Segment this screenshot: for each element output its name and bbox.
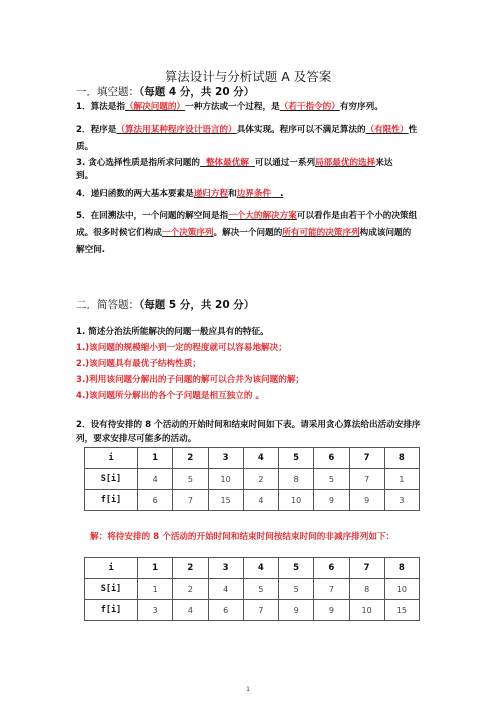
table-cell: 10 (384, 579, 419, 600)
q5-text-c: 成。很多时候它们构成 (76, 228, 162, 238)
table-cell: 9 (279, 600, 314, 621)
table-cell: 8 (349, 579, 384, 600)
page-title: 算法设计与分析试题 A 及答案 (164, 69, 332, 84)
q4-text-b: 和 (228, 189, 237, 199)
s2-q1-answer-1: 1.)该问题的规模缩小到一定的程度就可以容易地解决； (76, 343, 287, 353)
q3-text-c: 来达 (375, 158, 393, 168)
table-cell: 3 (384, 490, 419, 511)
q2-line-1 (76, 124, 417, 136)
q1-answer-1: （解决问题的） (124, 102, 186, 112)
table-cell: 7 (349, 469, 384, 490)
activity-table (84, 447, 420, 511)
table-cell: 5 (279, 579, 314, 600)
q1-text-a: 1．算法是指 (76, 102, 125, 112)
table-header-cell: 4 (243, 448, 278, 469)
table-cell: 5 (243, 579, 278, 600)
table-cell: 15 (384, 600, 419, 621)
q3-text-a: 3. 贪心选择性质是指所求问题的 (76, 158, 200, 168)
section2-note: （每题 5 分，共 20 分） (139, 299, 255, 311)
q5-text-e: 构成该问题的 (359, 228, 412, 238)
table-cell: 4 (243, 490, 278, 511)
q2-answer-2: （有限性） (365, 125, 409, 135)
q1-text-c: 有穷序列。 (339, 102, 383, 112)
q1-line (76, 101, 383, 113)
table-cell: 4 (173, 600, 208, 621)
q4-answer-2: 边界条件 (236, 189, 272, 199)
q5-line-3: 解空间. (76, 245, 106, 255)
table-cell: 1 (384, 469, 419, 490)
table-row (85, 579, 420, 600)
table-header-cell: 8 (384, 448, 419, 469)
q2-text-b: 具体实现。程序可以不满足算法的 (236, 125, 366, 135)
q5-answer-2: 一个决策序列 (161, 228, 214, 238)
q3-line-1 (76, 157, 392, 169)
table-header-cell: 6 (314, 448, 349, 469)
table-cell: 10 (279, 490, 314, 511)
q4-line (76, 188, 283, 200)
table-header-cell: 7 (349, 558, 384, 579)
s2-q1-answer-3: 3.)利用该问题分解出的子问题的解可以合并为该问题的解； (76, 375, 305, 385)
section1-note: （每题 4 分，共 20 分） (139, 86, 255, 98)
table-cell: 7 (243, 600, 278, 621)
page-number: 1 (246, 686, 250, 693)
q5-text-a: 5．在回溯法中，一个问题的解空间是指 (76, 211, 229, 221)
row-label: S[i] (85, 469, 138, 490)
table-header-cell: i (85, 448, 138, 469)
q3-text-b: 可以通过一系列 (254, 158, 316, 168)
sorted-activity-table (84, 557, 420, 621)
table-cell: 1 (138, 579, 173, 600)
q5-line-2 (76, 227, 411, 239)
row-label: S[i] (85, 579, 138, 600)
q5-text-b: 可以看作是由若干个小的决策组 (296, 211, 418, 221)
section1-heading (76, 84, 254, 99)
q5-answer-3: 所有可能的决策序列 (282, 228, 360, 238)
s2-q2-title-line-2: 列，要求安排尽可能多的活动。 (76, 434, 197, 444)
s2-q1-answer-4: 4.)该问题所分解出的各个子问题是相互独立的 。 (76, 391, 265, 401)
s2-q1-answer-2: 2.)该问题具有最优子结构性质； (76, 359, 201, 369)
table-row (85, 469, 420, 490)
q3-line-2: 到。 (76, 171, 94, 181)
table-header-cell: 6 (314, 558, 349, 579)
table-header-cell: 8 (384, 558, 419, 579)
section1-label: 一．填空题： (76, 86, 139, 98)
table-cell: 7 (314, 579, 349, 600)
q5-text-d: 。解决一个问题的 (213, 228, 283, 238)
activity-table-header-row (85, 448, 420, 469)
q2-text-a: 2．程序是 (76, 125, 117, 135)
table-cell: 15 (208, 490, 243, 511)
table-header-cell: 1 (138, 558, 173, 579)
section2-label: 二．简答题： (76, 299, 139, 311)
table-header-cell: 2 (173, 448, 208, 469)
q1-answer-2: （若干指令的） (279, 102, 340, 112)
table-header-cell: i (85, 558, 138, 579)
sorted-table-header-row (85, 558, 420, 579)
table-cell: 9 (314, 600, 349, 621)
table-cell: 10 (208, 469, 243, 490)
table-header-cell: 3 (208, 448, 243, 469)
q4-text-c: . (271, 189, 284, 199)
table-header-cell: 1 (138, 448, 173, 469)
table-header-cell: 5 (279, 558, 314, 579)
table-header-cell: 3 (208, 558, 243, 579)
table-cell: 6 (138, 490, 173, 511)
table-cell: 2 (243, 469, 278, 490)
table-cell: 6 (208, 600, 243, 621)
table-cell: 7 (173, 490, 208, 511)
table-cell: 4 (138, 469, 173, 490)
table-cell: 2 (173, 579, 208, 600)
table-cell: 5 (314, 469, 349, 490)
s2-q1-title: 1. 简述分治法所能解决的问题一般应具有的特征。 (76, 327, 269, 337)
row-label: f[i] (85, 490, 138, 511)
table-cell: 9 (314, 490, 349, 511)
table-cell: 4 (208, 579, 243, 600)
q5-line-1 (76, 210, 417, 222)
table-row (85, 600, 420, 621)
q3-answer-1: 整体最优解 (199, 158, 255, 168)
table-cell: 3 (138, 600, 173, 621)
q5-answer-1: 一个大的解决方案 (228, 211, 297, 221)
s2-q2-title-line-1: 2．设有待安排的 8 个活动的开始时间和结束时间如下表。请采用贪心算法给出活动安排序 (76, 420, 421, 430)
solution-text: 解：将待安排的 8 个活动的开始时间和结束时间按结束时间的非减序排列如下： (90, 532, 395, 542)
section2-heading (76, 297, 254, 312)
table-cell: 9 (349, 490, 384, 511)
q2-text-c: 性 (408, 125, 418, 135)
q4-text-a: 4．递归函数的两大基本要素是 (76, 189, 194, 199)
row-label: f[i] (85, 600, 138, 621)
q1-text-b: 一种方法或一个过程，是 (185, 102, 280, 112)
table-cell: 5 (173, 469, 208, 490)
q2-line-2: 质。 (76, 142, 94, 152)
table-header-cell: 5 (279, 448, 314, 469)
table-header-cell: 4 (243, 558, 278, 579)
table-row (85, 490, 420, 511)
q2-answer-1: （算法用某种程序设计语言的） (116, 125, 237, 135)
table-cell: 8 (279, 469, 314, 490)
q4-answer-1: 递归方程 (193, 189, 229, 199)
q3-answer-2: 局部最优的选择 (315, 158, 376, 168)
table-header-cell: 2 (173, 558, 208, 579)
table-header-cell: 7 (349, 448, 384, 469)
table-cell: 10 (349, 600, 384, 621)
